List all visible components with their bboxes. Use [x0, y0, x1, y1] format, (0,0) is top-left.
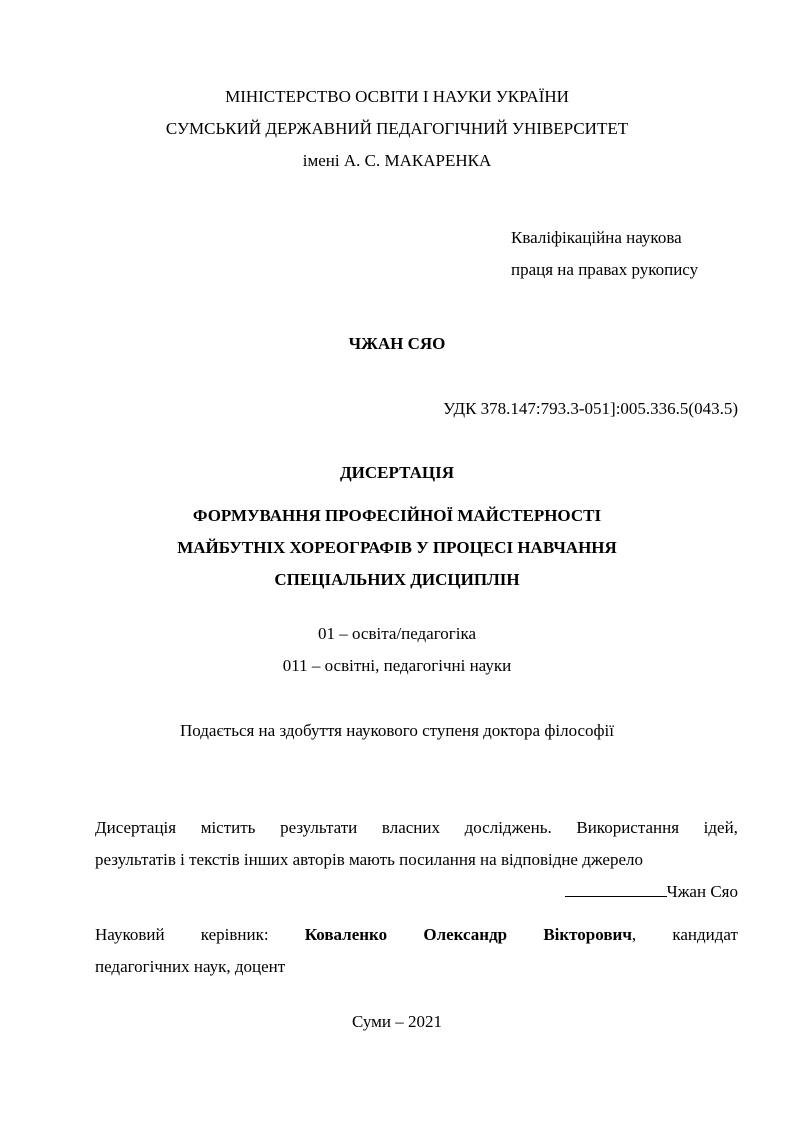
signature-line — [565, 882, 667, 897]
udc-code: УДК 378.147:793.3-051]:005.336.5(043.5) — [443, 399, 738, 418]
university-line: СУМСЬКИЙ ДЕРЖАВНИЙ ПЕДАГОГІЧНИЙ УНІВЕРСИТЕТ — [165, 119, 629, 138]
declaration-word: ідей, — [703, 818, 738, 837]
supervisor-title-start: кандидат — [672, 925, 738, 944]
declaration-word: містить — [200, 818, 256, 837]
supervisor-name-word: Олександр — [423, 925, 508, 944]
degree-statement: Подається на здобуття наукового ступеня доктора філософії — [179, 721, 614, 740]
named-after-line: імені А. С. МАКАРЕНКА — [302, 151, 492, 170]
supervisor-name-word: Вікторович — [543, 925, 632, 944]
author-name: ЧЖАН СЯО — [348, 334, 446, 353]
document-type: ДИСЕРТАЦІЯ — [339, 463, 454, 482]
city-year: Суми – 2021 — [351, 1012, 443, 1031]
title-line3: СПЕЦІАЛЬНИХ ДИСЦИПЛІН — [274, 570, 520, 589]
ministry-line: МІНІСТЕРСТВО ОСВІТИ І НАУКИ УКРАЇНИ — [225, 87, 569, 106]
manuscript-note-line1: Кваліфікаційна наукова — [511, 228, 682, 247]
supervisor-name-word: Коваленко — [304, 925, 388, 944]
declaration-word: власних — [381, 818, 440, 837]
supervisor-label-word: керівник: — [200, 925, 269, 944]
title-line1: ФОРМУВАННЯ ПРОФЕСІЙНОЇ МАЙСТЕРНОСТІ — [192, 506, 602, 525]
declaration-word: Використання — [576, 818, 680, 837]
supervisor-line2: педагогічних наук, доцент — [95, 957, 286, 976]
title-line2: МАЙБУТНІХ ХОРЕОГРАФІВ У ПРОЦЕСІ НАВЧАННЯ — [177, 538, 617, 557]
field-of-knowledge: 01 – освіта/педагогіка — [317, 624, 477, 643]
declaration-word: Дисертація — [95, 818, 177, 837]
specialty: 011 – освітні, педагогічні науки — [282, 656, 512, 675]
declaration-line2: результатів і текстів інших авторів мають посилання на відповідне джерело — [95, 850, 643, 869]
supervisor-line1 — [95, 925, 738, 945]
supervisor-comma: , — [631, 925, 637, 944]
manuscript-note-line2: праця на правах рукопису — [511, 260, 699, 279]
declaration-word: досліджень. — [464, 818, 552, 837]
supervisor-label-word: Науковий — [95, 925, 165, 944]
signature-block — [565, 882, 738, 902]
signature-name: Чжан Сяо — [666, 882, 738, 901]
declaration-line1 — [95, 818, 738, 838]
declaration-word: результати — [280, 818, 358, 837]
